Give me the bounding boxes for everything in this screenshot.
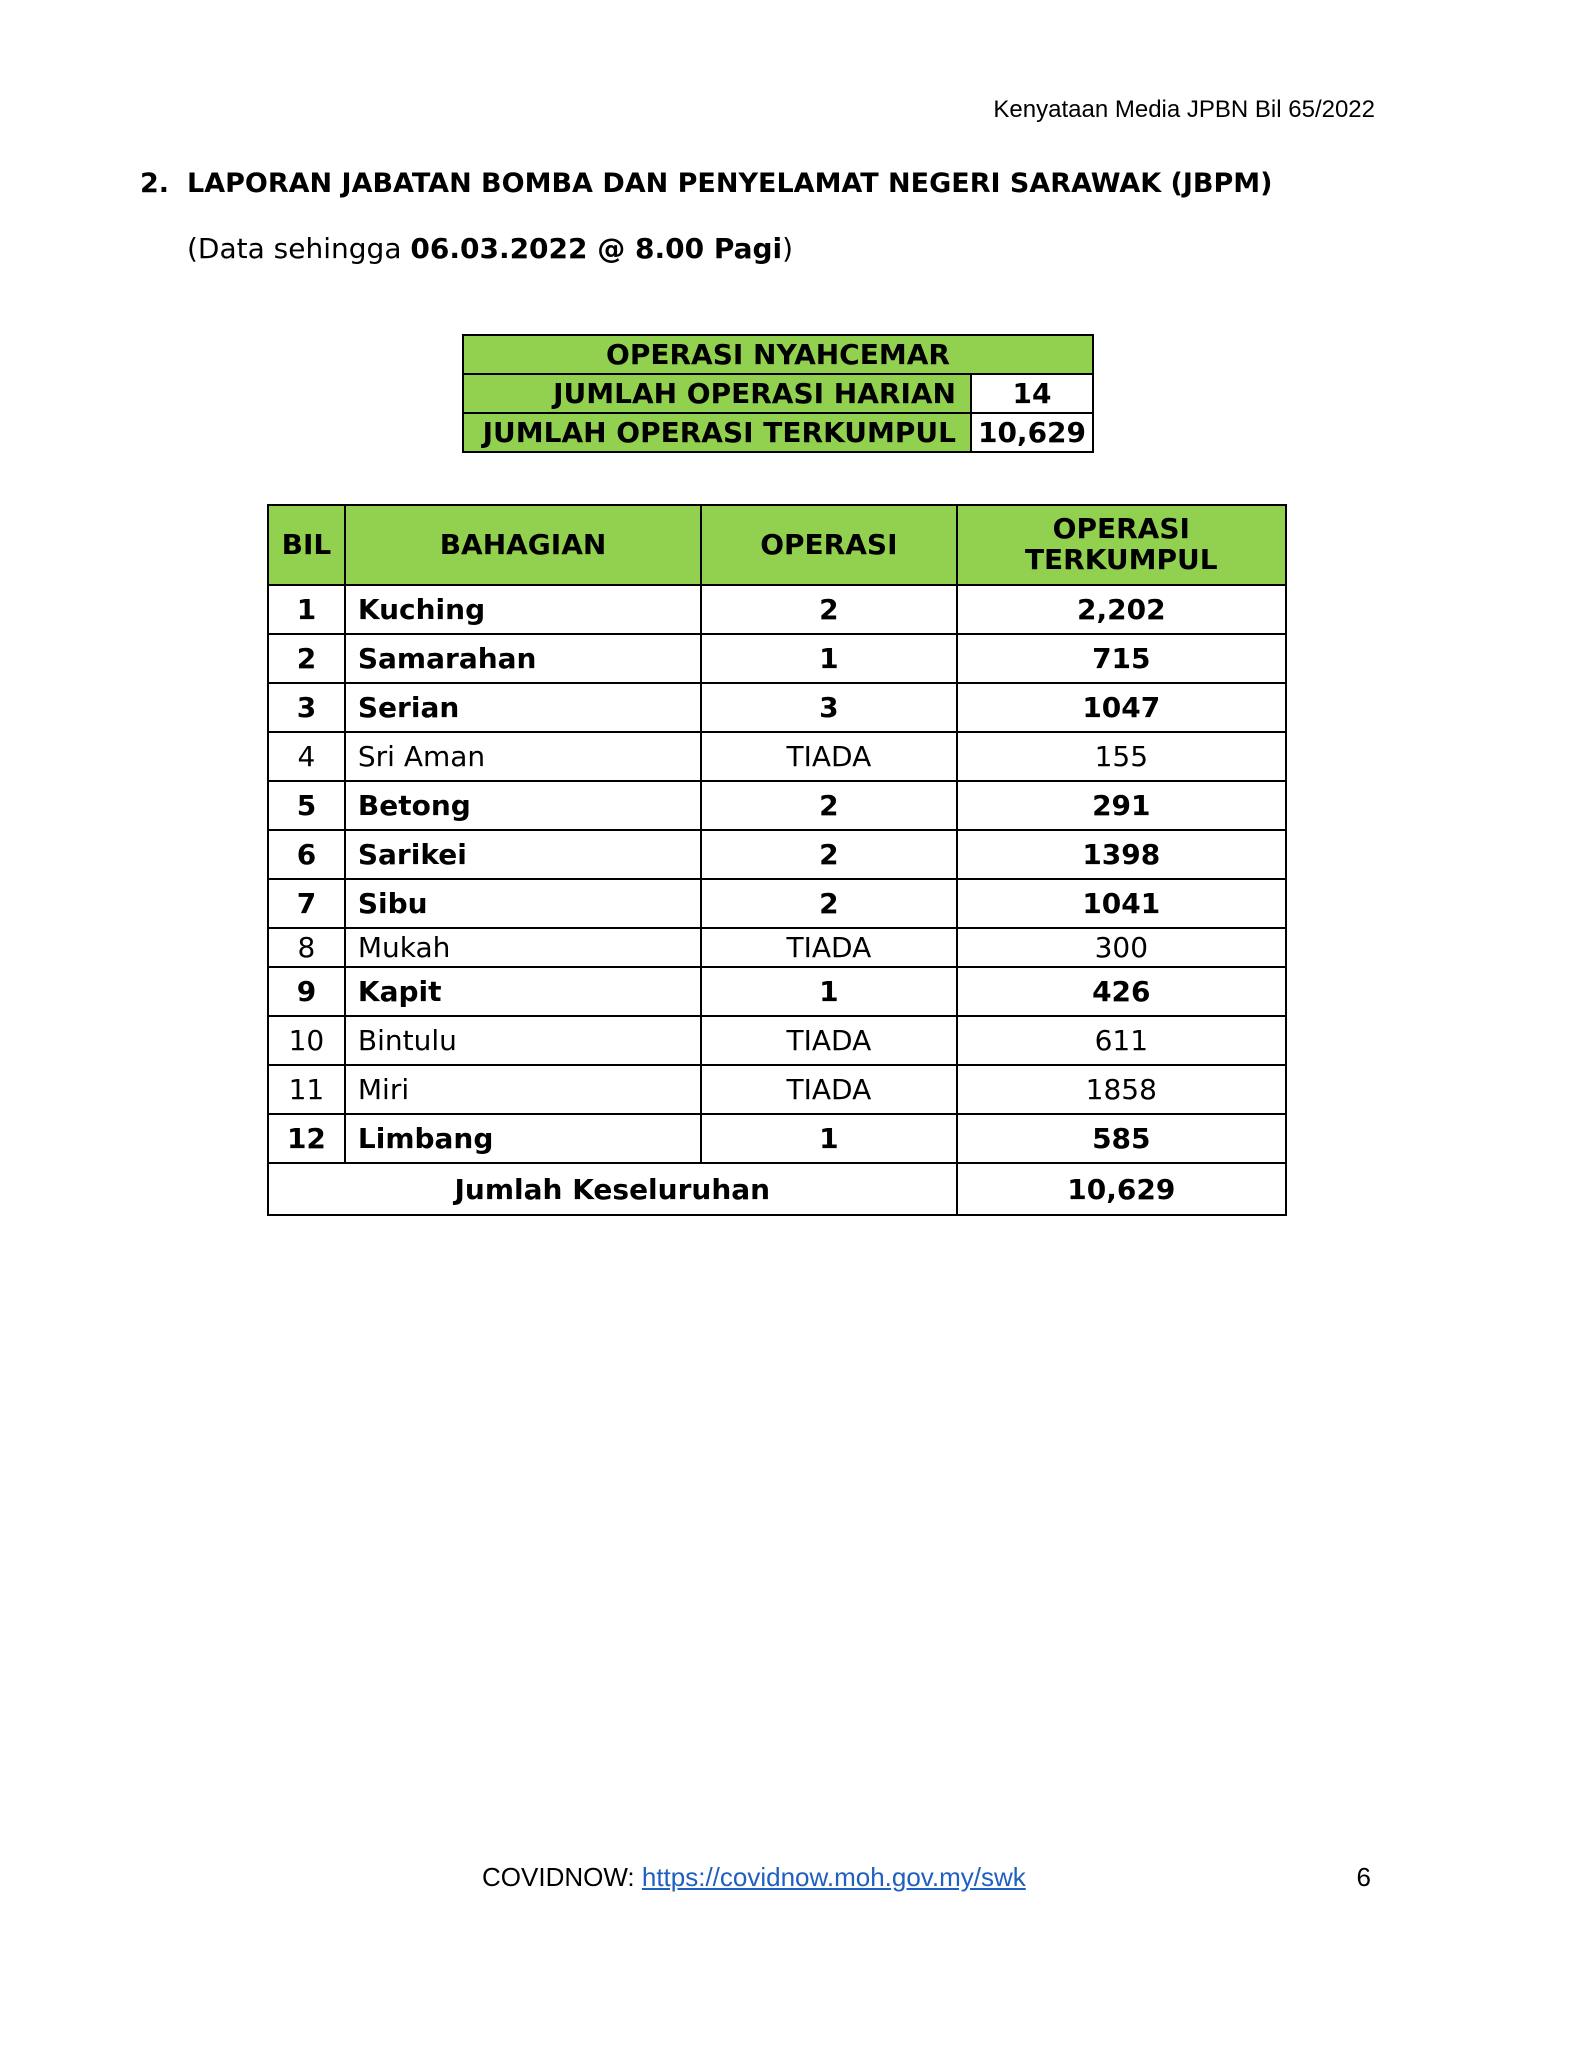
cell-bahagian: Samarahan: [345, 634, 701, 683]
cell-bahagian: Serian: [345, 683, 701, 732]
column-header-operasi: OPERASI: [701, 505, 956, 585]
table-row: [268, 967, 1286, 1016]
table-row: [268, 732, 1286, 781]
table-row: [268, 781, 1286, 830]
cell-terkumpul: 1398: [957, 830, 1286, 879]
cell-bil: 11: [268, 1065, 345, 1114]
summary-cumulative-value: 10,629: [971, 413, 1093, 452]
page-number: 6: [1356, 1862, 1371, 1892]
cell-bil: 2: [268, 634, 345, 683]
table-row: [268, 683, 1286, 732]
table-row: [268, 1065, 1286, 1114]
cell-terkumpul: 585: [957, 1114, 1286, 1163]
cell-bahagian: Kapit: [345, 967, 701, 1016]
cell-operasi: 2: [701, 830, 956, 879]
cell-operasi: TIADA: [701, 928, 956, 967]
cell-terkumpul: 300: [957, 928, 1286, 967]
cell-operasi: 2: [701, 585, 956, 634]
summary-title: OPERASI NYAHCEMAR: [463, 335, 1093, 374]
cell-bahagian: Sri Aman: [345, 732, 701, 781]
cell-bahagian: Mukah: [345, 928, 701, 967]
cell-bil: 3: [268, 683, 345, 732]
cell-terkumpul: 1041: [957, 879, 1286, 928]
summary-cumulative-label: JUMLAH OPERASI TERKUMPUL: [463, 413, 971, 452]
column-header-bahagian: BAHAGIAN: [345, 505, 701, 585]
cell-operasi: TIADA: [701, 1065, 956, 1114]
summary-daily-value: 14: [971, 374, 1093, 413]
total-row: [268, 1163, 1286, 1215]
cell-terkumpul: 1858: [957, 1065, 1286, 1114]
table-row: [268, 1114, 1286, 1163]
cell-terkumpul: 715: [957, 634, 1286, 683]
cell-bil: 1: [268, 585, 345, 634]
cell-terkumpul: 291: [957, 781, 1286, 830]
date-prefix: (Data sehingga: [187, 232, 411, 265]
section-title: [140, 168, 1273, 199]
total-value: 10,629: [957, 1163, 1286, 1215]
table-row: [268, 585, 1286, 634]
covidnow-link[interactable]: https://covidnow.moh.gov.my/swk: [641, 1862, 1026, 1892]
cell-operasi: 2: [701, 781, 956, 830]
table-row: [268, 830, 1286, 879]
cell-bil: 10: [268, 1016, 345, 1065]
table-row: [268, 928, 1286, 967]
cell-terkumpul: 1047: [957, 683, 1286, 732]
table-row: [268, 1016, 1286, 1065]
cell-bil: 4: [268, 732, 345, 781]
section-title-text: LAPORAN JABATAN BOMBA DAN PENYELAMAT NEGERI SARAWAK (JBPM): [187, 168, 1273, 199]
cell-terkumpul: 2,202: [957, 585, 1286, 634]
cell-bil: 6: [268, 830, 345, 879]
division-operations-table: [267, 504, 1287, 1216]
cell-terkumpul: 426: [957, 967, 1286, 1016]
cell-bahagian: Bintulu: [345, 1016, 701, 1065]
column-header-operasi-terkumpul: OPERASI TERKUMPUL: [957, 505, 1286, 585]
cell-bil: 8: [268, 928, 345, 967]
cell-operasi: 1: [701, 967, 956, 1016]
cell-bil: 12: [268, 1114, 345, 1163]
date-value: 06.03.2022 @ 8.00 Pagi: [410, 232, 783, 265]
cell-terkumpul: 611: [957, 1016, 1286, 1065]
date-suffix: ): [782, 232, 794, 265]
cell-bahagian: Kuching: [345, 585, 701, 634]
cell-bahagian: Limbang: [345, 1114, 701, 1163]
cell-operasi: 3: [701, 683, 956, 732]
cell-bil: 7: [268, 879, 345, 928]
cell-operasi: TIADA: [701, 732, 956, 781]
total-label: Jumlah Keseluruhan: [268, 1163, 957, 1215]
cell-terkumpul: 155: [957, 732, 1286, 781]
summary-table: [462, 334, 1094, 453]
table-row: [268, 634, 1286, 683]
footer-label: COVIDNOW:: [482, 1862, 642, 1892]
cell-operasi: 1: [701, 1114, 956, 1163]
footer: [482, 1862, 1026, 1893]
cell-bil: 9: [268, 967, 345, 1016]
column-header-bil: BIL: [268, 505, 345, 585]
cell-operasi: 2: [701, 879, 956, 928]
cell-bil: 5: [268, 781, 345, 830]
cell-bahagian: Sarikei: [345, 830, 701, 879]
data-date-line: [187, 232, 793, 265]
summary-daily-label: JUMLAH OPERASI HARIAN: [463, 374, 971, 413]
table-row: [268, 879, 1286, 928]
cell-bahagian: Sibu: [345, 879, 701, 928]
section-number: 2.: [140, 168, 170, 199]
cell-operasi: TIADA: [701, 1016, 956, 1065]
cell-bahagian: Betong: [345, 781, 701, 830]
cell-operasi: 1: [701, 634, 956, 683]
cell-bahagian: Miri: [345, 1065, 701, 1114]
document-reference: Kenyataan Media JPBN Bil 65/2022: [993, 96, 1375, 123]
